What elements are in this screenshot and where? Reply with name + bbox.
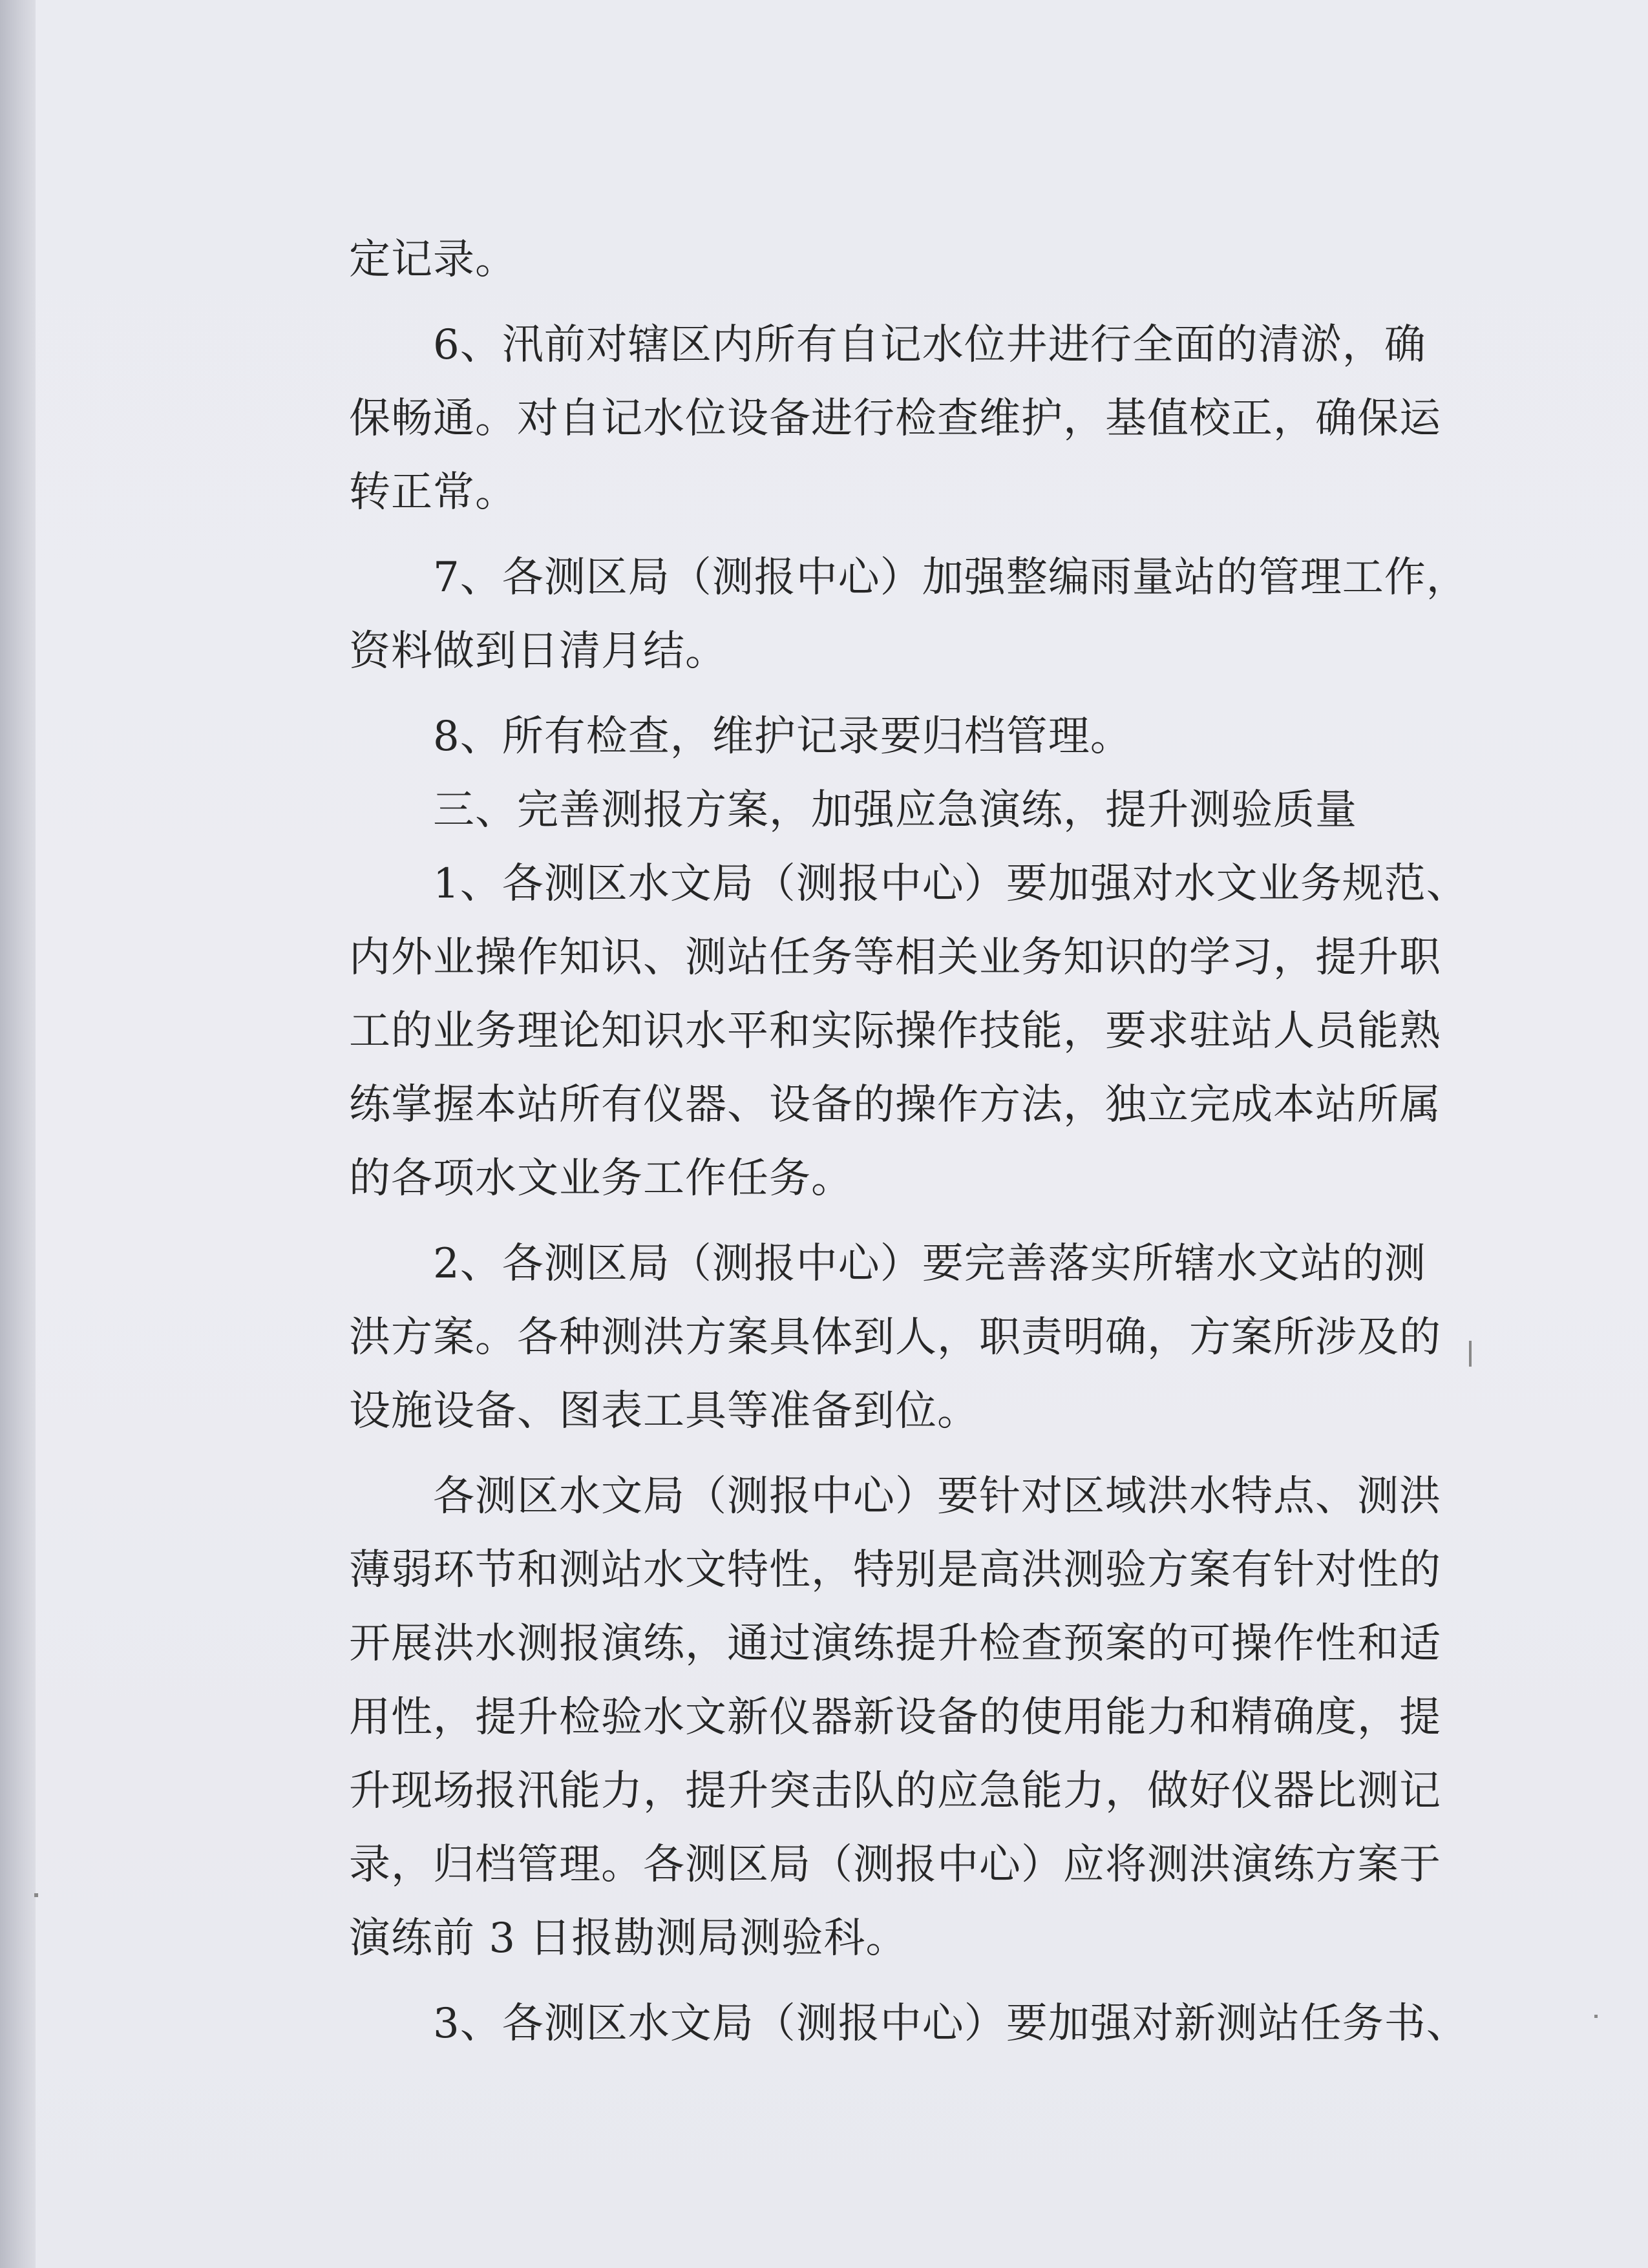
body-line-15: 洪方案。各种测洪方案具体到人，职责明确，方案所涉及的 xyxy=(349,1314,1441,1361)
body-line-2: 6、汛前对辖区内所有自记水位井进行全面的清淤，确 xyxy=(433,321,1426,369)
scan-speck xyxy=(34,1893,38,1897)
body-line-9: 1、各测区水文局（测报中心）要加强对水文业务规范、 xyxy=(433,860,1468,908)
scan-edge xyxy=(0,0,36,2268)
body-line-20: 用性，提升检验水文新仪器新设备的使用能力和精确度，提 xyxy=(349,1694,1441,1741)
body-line-24: 3、各测区水文局（测报中心）要加强对新测站任务书、 xyxy=(433,2000,1468,2048)
body-line-6: 资料做到日清月结。 xyxy=(349,627,727,675)
body-line-4: 转正常。 xyxy=(349,468,517,516)
body-line-14: 2、各测区局（测报中心）要完善落实所辖水文站的测 xyxy=(433,1240,1426,1288)
body-line-11: 工的业务理论知识水平和实际操作技能，要求驻站人员能熟 xyxy=(349,1007,1441,1055)
body-line-19: 开展洪水测报演练，通过演练提升检查预案的可操作性和适 xyxy=(349,1620,1441,1668)
body-line-10: 内外业操作知识、测站任务等相关业务知识的学习，提升职 xyxy=(349,934,1441,982)
scan-speck xyxy=(1469,1341,1472,1367)
body-line-17: 各测区水文局（测报中心）要针对区域洪水特点、测洪 xyxy=(433,1473,1441,1520)
body-line-21: 升现场报汛能力，提升突击队的应急能力，做好仪器比测记 xyxy=(349,1767,1441,1815)
body-line-22: 录，归档管理。各测区局（测报中心）应将测洪演练方案于 xyxy=(349,1841,1441,1889)
body-line-18: 薄弱环节和测站水文特性，特别是高洪测验方案有针对性的 xyxy=(349,1546,1441,1594)
body-line-1: 定记录。 xyxy=(349,236,517,284)
body-line-7: 8、所有检查，维护记录要归档管理。 xyxy=(433,713,1132,761)
body-line-23: 演练前 3 日报勘测局测验科。 xyxy=(349,1915,908,1962)
body-line-5: 7、各测区局（测报中心）加强整编雨量站的管理工作， xyxy=(433,554,1468,602)
document-body xyxy=(349,223,1468,2061)
body-line-13: 的各项水文业务工作任务。 xyxy=(349,1155,853,1202)
section-heading: 三、完善测报方案，加强应急演练，提升测验质量 xyxy=(433,786,1357,834)
body-line-16: 设施设备、图表工具等准备到位。 xyxy=(349,1387,979,1435)
body-line-3: 保畅通。对自记水位设备进行检查维护，基值校正，确保运 xyxy=(349,395,1441,443)
scan-speck xyxy=(1594,2015,1598,2018)
body-line-12: 练掌握本站所有仪器、设备的操作方法，独立完成本站所属 xyxy=(349,1081,1441,1129)
